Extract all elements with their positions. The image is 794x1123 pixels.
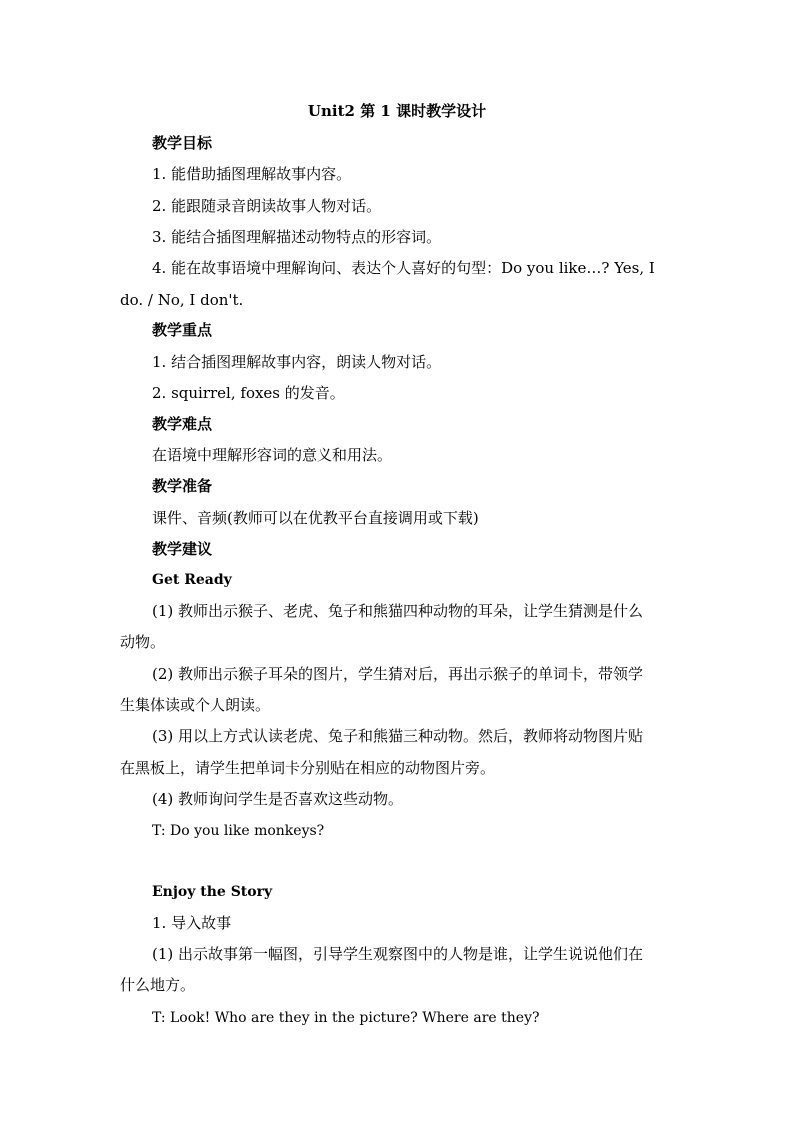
key-point-1: 1. 结合插图理解故事内容，朗读人物对话。 bbox=[152, 353, 442, 371]
enjoy-1-1-cont: 什么地方。 bbox=[120, 976, 196, 994]
get-ready-dialogue: T: Do you like monkeys? bbox=[152, 823, 325, 839]
heading-preparation: 教学准备 bbox=[152, 477, 213, 495]
key-point-2: 2. squirrel, foxes 的发音。 bbox=[152, 384, 345, 402]
get-ready-3-cont: 在黑板上，请学生把单词卡分别贴在相应的动物图片旁。 bbox=[120, 759, 496, 777]
get-ready-1-cont: 动物。 bbox=[120, 633, 166, 651]
get-ready-4: (4) 教师询问学生是否喜欢这些动物。 bbox=[152, 790, 404, 808]
enjoy-dialogue: T: Look! Who are they in the picture? Where are they? bbox=[152, 1010, 540, 1026]
objective-2: 2. 能跟随录音朗读故事人物对话。 bbox=[152, 197, 382, 215]
heading-key-points: 教学重点 bbox=[152, 321, 213, 339]
heading-difficulties: 教学难点 bbox=[152, 415, 213, 433]
objective-1: 1. 能借助插图理解故事内容。 bbox=[152, 165, 352, 183]
objective-4-cont: do. / No, I don't. bbox=[120, 291, 244, 309]
page-title: Unit2 第 1 课时教学设计 bbox=[307, 102, 487, 120]
enjoy-1: 1. 导入故事 bbox=[152, 914, 232, 932]
get-ready-1: (1) 教师出示猴子、老虎、兔子和熊猫四种动物的耳朵，让学生猜测是什么 bbox=[152, 602, 644, 620]
get-ready-3: (3) 用以上方式认读老虎、兔子和熊猫三种动物。然后，教师将动物图片贴 bbox=[152, 727, 644, 745]
difficulty-text: 在语境中理解形容词的意义和用法。 bbox=[152, 446, 393, 464]
preparation-text: 课件、音频(教师可以在优教平台直接调用或下载) bbox=[152, 509, 479, 527]
get-ready-2: (2) 教师出示猴子耳朵的图片，学生猜对后，再出示猴子的单词卡，带领学 bbox=[152, 665, 644, 683]
enjoy-1-1: (1) 出示故事第一幅图，引导学生观察图中的人物是谁，让学生说说他们在 bbox=[152, 945, 644, 963]
objective-4: 4. 能在故事语境中理解询问、表达个人喜好的句型：Do you like…? Yes, I bbox=[152, 259, 655, 277]
heading-get-ready: Get Ready bbox=[152, 572, 232, 588]
heading-objectives: 教学目标 bbox=[152, 134, 213, 152]
heading-suggestions: 教学建议 bbox=[152, 540, 213, 558]
get-ready-2-cont: 生集体读或个人朗读。 bbox=[120, 696, 271, 714]
objective-3: 3. 能结合插图理解描述动物特点的形容词。 bbox=[152, 228, 442, 246]
heading-enjoy-story: Enjoy the Story bbox=[152, 884, 273, 900]
